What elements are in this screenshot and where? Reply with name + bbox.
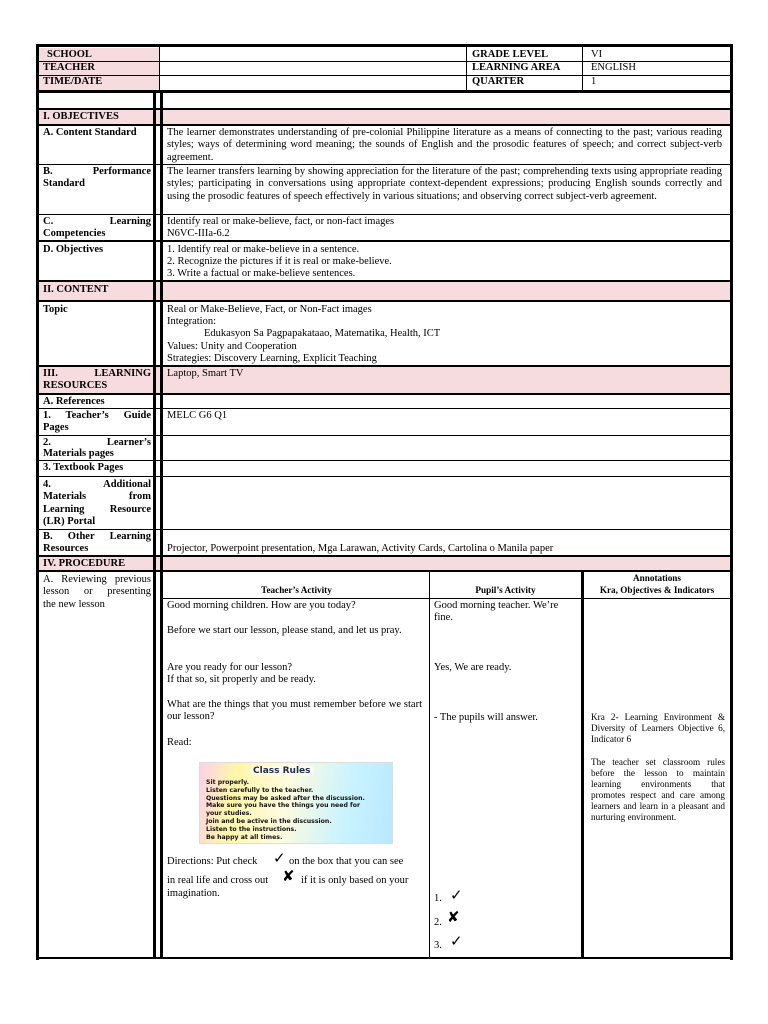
grade-level-label: GRADE LEVEL: [472, 49, 549, 60]
teacher-greeting: Good morning children. How are you today?: [167, 600, 356, 611]
procedure-a-label: A. Reviewing previous: [43, 574, 151, 585]
annotation-note: The teacher set classroom rules before the lesson to maintain learning environments that promotes respect and care among learners and learn in a pleasant and nurturing environment.: [591, 757, 725, 822]
pupil-item-number: 1.: [434, 893, 442, 904]
check-mark-icon: ✓: [450, 886, 463, 904]
content-fill: [39, 281, 730, 301]
objective-item: 3. Write a factual or make-believe sentences.: [167, 268, 356, 279]
resources-title-2: RESOURCES: [43, 380, 108, 391]
resources-value: Laptop, Smart TV: [167, 368, 244, 379]
topic-line: Real or Make-Believe, Fact, or Non-Fact images: [167, 304, 372, 315]
cross-mark-icon: ✘: [447, 908, 460, 926]
check-mark-icon: ✓: [273, 849, 286, 867]
other-resources-label-2: Resources: [43, 543, 89, 554]
topic-line: Edukasyon Sa Pagpapakataao, Matematika, Health, ICT: [204, 328, 441, 339]
procedure-a-label: the new lesson: [43, 599, 105, 610]
pupil-item-number: 2.: [434, 917, 442, 928]
performance-text: The learner transfers learning by showing appreciation for the literature of the past; comprehending texts using appropriate reading styles; participating in conversations using appropriate context-dependent expressions; producing English sounds correctly and using the prosodic features of speech effectively in various situations; and observing correct subject-verb agreement.: [167, 166, 722, 202]
poster-rule: your studies.: [206, 810, 252, 818]
poster-rule: Join and be active in the discussion.: [206, 817, 332, 825]
teacher-directions-2a: in real life and cross out: [167, 875, 269, 886]
objectives-fill: [39, 109, 730, 125]
pupil-ready: Yes, We are ready.: [434, 662, 512, 673]
learning-area-value: ENGLISH: [591, 62, 636, 73]
references-label: A. References: [43, 396, 105, 407]
performance-label-1: B. Performance: [43, 166, 151, 177]
other-resources-value: Projector, Powerpoint presentation, Mga Larawan, Activity Cards, Cartolina o Manila paper: [167, 543, 554, 554]
teacher-ready-2: If that so, sit properly and be ready.: [167, 674, 316, 685]
poster-rule: Listen to the instructions.: [206, 825, 297, 833]
poster-title: Class Rules: [250, 766, 314, 776]
lesson-plan-page: [36, 44, 733, 960]
poster-rule: Listen carefully to the teacher.: [206, 786, 314, 794]
additional-materials-label-2: Materials from: [43, 491, 151, 502]
competencies-line-1: Identify real or make-believe, fact, or non-fact images: [167, 216, 395, 227]
content-title: II. CONTENT: [43, 284, 109, 295]
teacher-activity-header: Teacher’s Activity: [261, 585, 332, 595]
quarter-label: QUARTER: [472, 76, 525, 87]
teacher-label: TEACHER: [43, 62, 95, 73]
poster-rule: Be happy at all times.: [206, 833, 283, 841]
poster-rule: Make sure you have the things you need for: [206, 802, 361, 810]
additional-materials-label-3: Learning Resource: [43, 504, 151, 515]
performance-label-2: Standard: [43, 178, 86, 189]
teacher-directions-2b: if it is only based on your: [301, 875, 409, 886]
other-resources-label-1: B. Other Learning: [43, 531, 151, 542]
content-standard-label: A. Content Standard: [43, 127, 137, 138]
check-mark-icon: ✓: [450, 932, 463, 950]
content-standard-text: The learner demonstrates understanding of pre-colonial Philippine literature as a means of connecting to the past; various reading styles; ways of determining word meaning; the sounds of English and the prosodic features of speech; and correct subject-verb agreement.: [167, 127, 722, 163]
competencies-label-2: Competencies: [43, 228, 106, 239]
teacher-directions-1b: on the box that you can see: [289, 856, 404, 867]
annotations-header: Annotations: [633, 573, 681, 583]
procedure-title: IV. PROCEDURE: [43, 558, 126, 569]
objectives-title: I. OBJECTIVES: [43, 111, 119, 122]
time-date-label: TIME/DATE: [43, 76, 103, 87]
annotation-kra: Kra 2- Learning Environment & Diversity of Learners Objective 6, Indicator 6: [591, 712, 725, 744]
teachers-guide-value: MELC G6 Q1: [167, 410, 228, 421]
teacher-directions-3: imagination.: [167, 888, 220, 899]
teacher-read: Read:: [167, 737, 192, 748]
additional-materials-label-1: 4. Additional: [43, 479, 151, 490]
learners-materials-label-2: Materials pages: [43, 448, 114, 459]
topic-line: Integration:: [167, 316, 216, 327]
pupil-greeting: Good morning teacher. We’re fine.: [434, 600, 559, 624]
competencies-label-1: C. Learning: [43, 216, 151, 227]
teacher-remember: What are the things that you must remember before we start our lesson?: [167, 699, 422, 723]
pupil-answer: - The pupils will answer.: [434, 712, 538, 723]
teacher-directions-1a: Directions: Put check: [167, 856, 258, 867]
pupil-activity-header: Pupil’s Activity: [475, 585, 536, 595]
quarter-value: 1: [591, 76, 597, 87]
annotations-subheader: Kra, Objectives & Indicators: [599, 585, 715, 595]
class-rules-poster: [199, 762, 393, 844]
learners-materials-label-1: 2. Learner’s: [43, 437, 151, 448]
cross-mark-icon: ✘: [282, 867, 295, 885]
objective-item: 2. Recognize the pictures if it is real or make-believe.: [167, 256, 392, 267]
objective-item: 1. Identify real or make-believe in a sentence.: [167, 244, 360, 255]
teachers-guide-label-1: 1. Teacher’s Guide: [43, 410, 151, 421]
topic-label: Topic: [43, 304, 68, 315]
additional-materials-label-4: (LR) Portal: [43, 516, 96, 527]
poster-rule: Questions may be asked after the discussion.: [206, 794, 365, 802]
teachers-guide-label-2: Pages: [43, 422, 69, 433]
procedure-a-label: lesson or presenting: [43, 586, 151, 597]
learning-area-label: LEARNING AREA: [472, 62, 561, 73]
resources-title-1: III. LEARNING: [43, 368, 151, 379]
procedure-fill: [39, 556, 730, 571]
competencies-line-2: N6VC-IIIa-6.2: [167, 228, 230, 239]
teacher-ready-1: Are you ready for our lesson?: [167, 662, 293, 673]
objectives-d-label: D. Objectives: [43, 244, 104, 255]
poster-rule: Sit properly.: [206, 779, 250, 786]
grade-level-value: VI: [591, 49, 603, 60]
school-label: SCHOOL: [47, 49, 92, 60]
topic-line: Values: Unity and Cooperation: [167, 341, 297, 352]
topic-line: Strategies: Discovery Learning, Explicit Teaching: [167, 353, 377, 364]
teacher-prayer: Before we start our lesson, please stand, and let us pray.: [167, 625, 402, 636]
textbook-pages-label: 3. Textbook Pages: [43, 462, 124, 473]
pupil-item-number: 3.: [434, 940, 442, 951]
